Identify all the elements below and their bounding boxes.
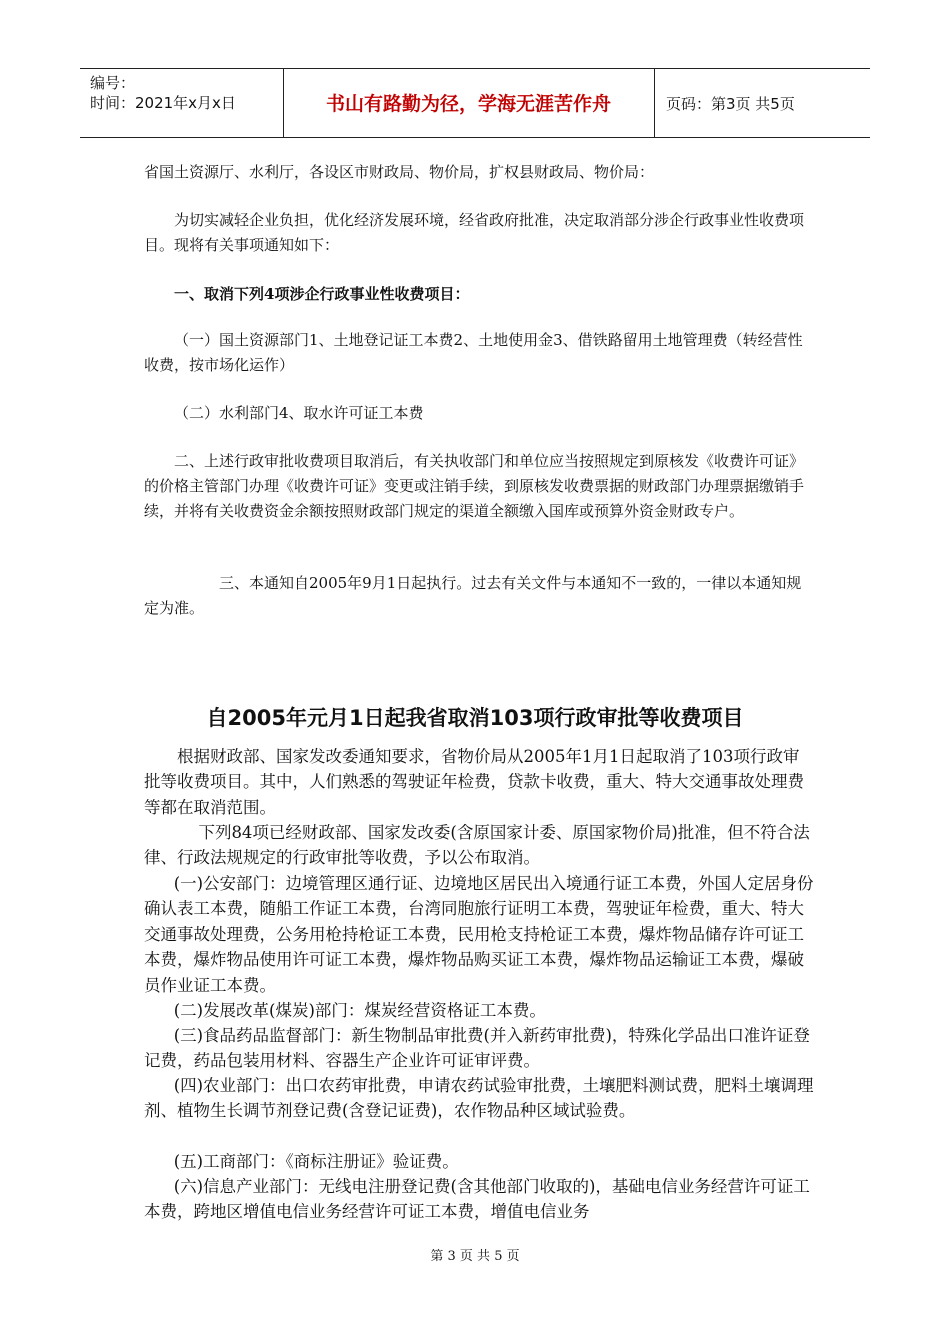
- header-date: 时间：2021年x月x日: [90, 94, 236, 112]
- page-footer: 第 3 页 共 5 页: [430, 1249, 520, 1264]
- header-divider: [654, 69, 655, 137]
- header-number: 编号：: [90, 74, 136, 92]
- article-title: 自2005年元月1日起我省取消103项行政审批等收费项目: [206, 706, 744, 730]
- document-header: [80, 68, 870, 138]
- notice-item2: 二、上述行政审批收费项目取消后，有关执收部门和单位应当按照规定到原核发《收费许可证》的价格主管部门办理《收费许可证》变更或注销手续，到原核发收费票据的财政部门办理票据缴销手续，并将有关收费资金余额按照财政部门规定的渠道全额缴入国库或预算外资金财政专户。: [144, 452, 805, 520]
- notice-addressees: 省国土资源厅、水利厅，各设区市财政局、物价局，扩权县财政局、物价局：: [144, 163, 655, 181]
- header-page-info: 页码：第3页 共5页: [666, 95, 795, 113]
- article-paragraph: (一)公安部门：边境管理区通行证、边境地区居民出入境通行证工本费，外国人定居身份确认表工本费，随船工作证工本费，台湾同胞旅行证明工本费，驾驶证年检费，重大、特大交通事故处理费，公务用枪持枪证工本费，民用枪支持枪证工本费，爆炸物品储存许可证工本费，爆炸物品使用许可证工本费，爆炸物品购买证工本费，爆炸物品运输证工本费，爆破员作业证工本费。: [144, 874, 814, 995]
- notice-item3: 三、本通知自2005年9月1日起执行。过去有关文件与本通知不一致的，一律以本通知规定为准。: [144, 574, 802, 617]
- notice-item1-sub1: （一）国土资源部门1、土地登记证工本费2、土地使用金3、借铁路留用土地管理费（转经营性收费，按市场化运作）: [144, 331, 803, 374]
- header-motto: 书山有路勤为径，学海无涯苦作舟: [325, 93, 611, 115]
- notice-item1-heading: 一、取消下列4项涉企行政事业性收费项目：: [174, 285, 470, 303]
- article-paragraph: 下列84项已经财政部、国家发改委(含原国家计委、原国家物价局)批准，但不符合法律、行政法规规定的行政审批等收费，予以公布取消。: [144, 823, 810, 868]
- notice-item1-sub2: （二）水利部门4、取水许可证工本费: [174, 404, 424, 422]
- article-paragraph: (四)农业部门：出口农药审批费，申请农药试验审批费，土壤肥料测试费，肥料土壤调理剂、植物生长调节剂登记费(含登记证费)，农作物品种区域试验费。: [144, 1076, 814, 1121]
- header-meta: [90, 73, 236, 113]
- article-paragraph: (五)工商部门：《商标注册证》验证费。: [173, 1152, 459, 1171]
- article-paragraph: 根据财政部、国家发改委通知要求，省物价局从2005年1月1日起取消了103项行政审批等收费项目。其中，人们熟悉的驾驶证年检费，贷款卡收费，重大、特大交通事故处理费等都在取消范围。: [144, 747, 804, 817]
- article-paragraph: (六)信息产业部门：无线电注册登记费(含其他部门收取的)，基础电信业务经营许可证工本费，跨地区增值电信业务经营许可证工本费，增值电信业务: [144, 1177, 810, 1222]
- notice-intro: 为切实减轻企业负担，优化经济发展环境，经省政府批准，决定取消部分涉企行政事业性收费项目。现将有关事项通知如下：: [144, 211, 805, 254]
- article-paragraph: (二)发展改革(煤炭)部门：煤炭经营资格证工本费。: [173, 1001, 546, 1020]
- article-paragraph: (三)食品药品监督部门：新生物制品审批费(并入新药审批费)，特殊化学品出口准许证登记费，药品包装用材料、容器生产企业许可证审评费。: [144, 1026, 810, 1071]
